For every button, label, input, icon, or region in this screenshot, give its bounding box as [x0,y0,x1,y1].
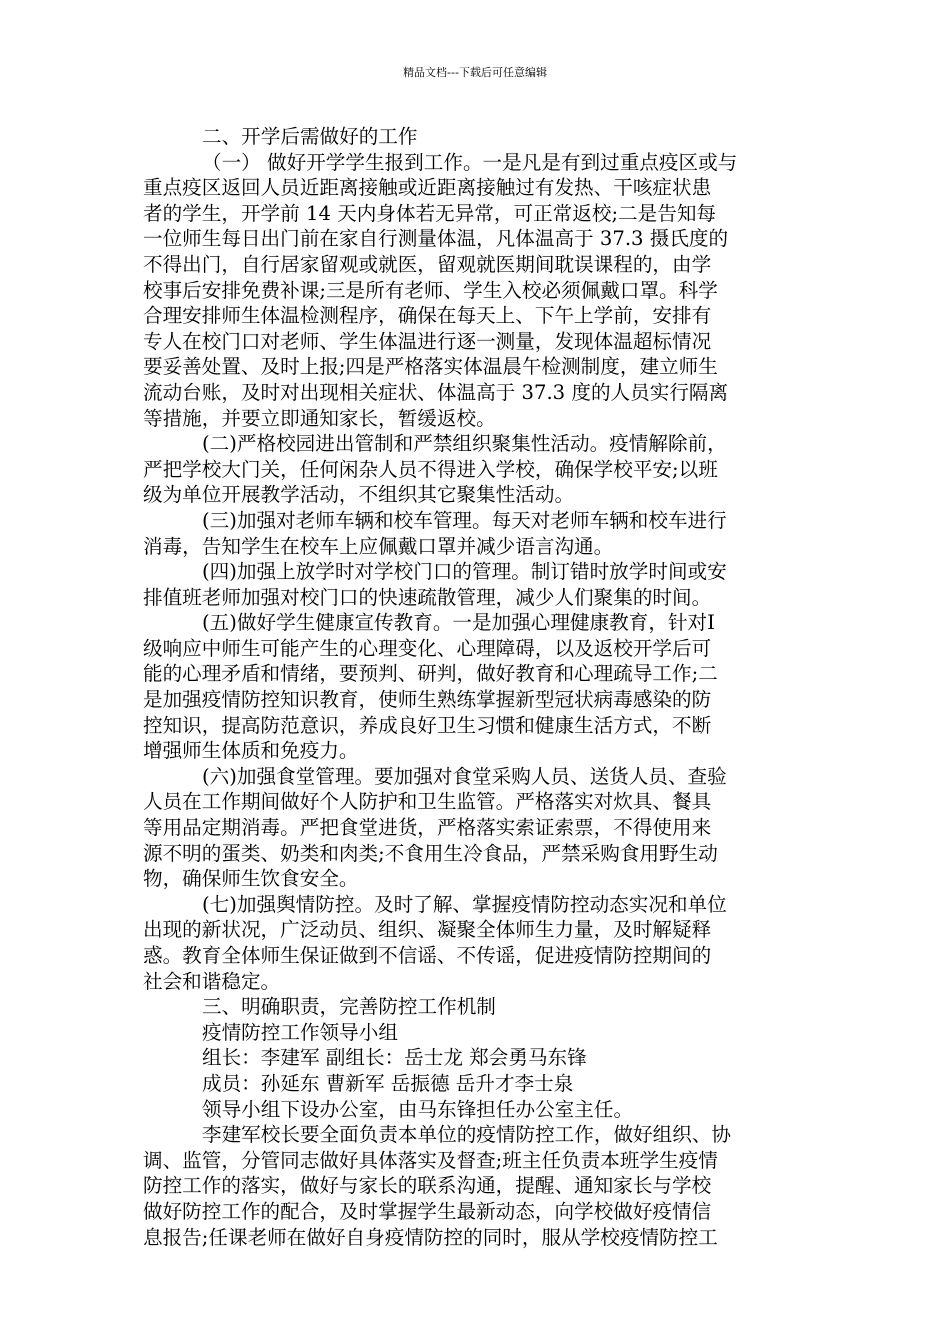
paragraph-line: 级为单位开展教学活动，不组织其它聚集性活动。 [143,483,575,507]
paragraph-line: (七)加强舆情防控。及时了解、掌握疫情防控动态实况和单位 [202,892,727,916]
paragraph-line: 源不明的蛋类、奶类和肉类;不食用生冷食品，严禁采购食用野生动 [143,841,718,865]
paragraph-line: 是加强疫情防控知识教育，使师生熟练掌握新型冠状病毒感染的防 [143,688,712,712]
paragraph-line: 严把学校大门关，任何闲杂人员不得进入学校，确保学校平安;以班 [143,457,718,481]
paragraph-line: 防控工作的落实，做好与家长的联系沟通，提醒、通知家长与学校 [143,1174,712,1198]
paragraph-line: (四)加强上放学时对学校门口的管理。制订错时放学时间或安 [202,560,727,584]
paragraph-line: 级响应中师生可能产生的心理变化、心理障碍，以及返校开学后可 [143,636,712,660]
paragraph-line: 排值班老师加强对校门口的快速疏散管理，减少人们聚集的时间。 [143,585,712,609]
paragraph-line: (三)加强对老师车辆和校车管理。每天对老师车辆和校车进行 [202,508,727,532]
paragraph-line: 消毒，告知学生在校车上应佩戴口罩并减少语言沟通。 [143,534,614,558]
document-body [143,124,808,1250]
paragraph-line: 社会和谐稳定。 [143,969,281,993]
paragraph-line: 调、监管，分管同志做好具体落实及督查;班主任负责本班学生疫情 [143,1148,718,1172]
paragraph-line: 物，确保师生饮食安全。 [143,867,359,891]
paragraph-line: (六)加强食堂管理。要加强对食堂采购人员、送货人员、查验 [202,764,727,788]
paragraph-line: 校事后安排免费补课;三是所有老师、学生入校必须佩戴口罩。科学 [143,278,718,302]
paragraph-line: 流动台账，及时对出现相关症状、体温高于 37.3 度的人员实行隔离 [143,380,729,404]
paragraph-line: 一位师生每日出门前在家自行测量体温，凡体温高于 37.3 摄氏度的 [143,227,729,251]
paragraph-line: 增强师生体质和免疫力。 [143,739,359,763]
paragraph-line: 不得出门，自行居家留观或就医，留观就医期间耽误课程的，由学 [143,252,712,276]
section-heading: 三、明确职责，完善防控工作机制 [202,995,496,1019]
office-line: 领导小组下设办公室，由马东锋担任办公室主任。 [202,1097,634,1121]
paragraph-line: 专人在校门口对老师、学生体温进行逐一测量，发现体温超标情况 [143,329,712,353]
paragraph-line: (二)严格校园进出管制和严禁组织聚集性活动。疫情解除前， [202,432,727,456]
paragraph-line: 息报告;任课老师在做好自身疫情防控的同时，服从学校疫情防控工 [143,1225,718,1249]
paragraph-line: 人员在工作期间做好个人防护和卫生监管。严格落实对炊具、餐具 [143,790,712,814]
paragraph-line: 出现的新状况，广泛动员、组织、凝聚全体师生力量，及时解疑释 [143,918,712,942]
subsection-title: 疫情防控工作领导小组 [202,1020,398,1044]
paragraph-line: 重点疫区返回人员近距离接触或近距离接触过有发热、干咳症状患 [143,176,712,200]
paragraph-line: 等措施，并要立即通知家长，暂缓返校。 [143,406,496,430]
paragraph-line: 控知识，提高防范意识，养成良好卫生习惯和健康生活方式，不断 [143,713,712,737]
paragraph-line: (五)做好学生健康宣传教育。一是加强心理健康教育，针对Ⅰ [202,611,715,635]
paragraph-line: 合理安排师生体温检测程序，确保在每天上、下午上学前，安排有 [143,304,712,328]
page-header: 精品文档---下载后可任意编辑 [403,66,547,79]
section-heading: 二、开学后需做好的工作 [202,125,418,148]
paragraph-line: 惑。教育全体师生保证做到不信谣、不传谣，促进疫情防控期间的 [143,944,712,967]
team-members-line: 成员：孙延东 曹新军 岳振德 岳升才李士泉 [202,1071,574,1095]
paragraph-line: 做好防控工作的配合，及时掌握学生最新动态，向学校做好疫情信 [143,1199,712,1223]
paragraph-line: 能的心理矛盾和情绪，要预判、研判，做好教育和心理疏导工作;二 [143,662,718,686]
paragraph-line: 李建军校长要全面负责本单位的疫情防控工作，做好组织、协 [202,1123,732,1147]
team-leader-line: 组长：李建军 副组长：岳士龙 郑会勇马东锋 [202,1046,587,1070]
paragraph-line: 等用品定期消毒。严把食堂进货，严格落实索证索票，不得使用来 [143,816,712,840]
paragraph-line: 者的学生，开学前 14 天内身体若无异常，可正常返校;二是告知每 [143,201,717,225]
paragraph-line: （一） 做好开学学生报到工作。一是凡是有到过重点疫区或与 [202,150,738,174]
paragraph-line: 要妥善处置、及时上报;四是严格落实体温晨午检测制度，建立师生 [143,355,718,379]
